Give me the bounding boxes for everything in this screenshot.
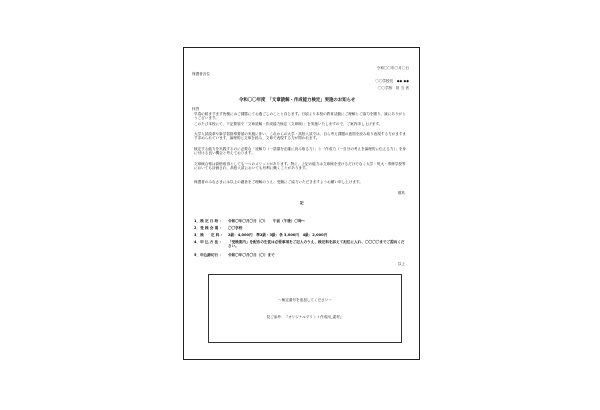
detail-value: 〇〇学校 — [228, 226, 243, 230]
recipient: 保護者各位 — [192, 72, 210, 76]
paragraph: 検定する能力を実践するのに必要な「読解力（一語彙を正確に読み取る力）」と「作成力（一自分の考えを論理的に伝える力）」を身に付ける良い機会と考えております。 — [194, 147, 407, 156]
detail-label: 4．申 込 方 法 ： — [194, 240, 224, 244]
paragraph: このたび本校にて、下記要領で「文章読解・作成能力検定（文章検）」を実施いたしますので、ご案内申し上げます。 — [194, 122, 383, 126]
detail-value: 「受検案内」を配布の生徒は必要事項をご記入のうえ、検定料を添えて担任に入れ、〇〇〇〇までご提出ください。 — [228, 240, 405, 249]
ki-heading: 記 — [300, 201, 304, 205]
tear-off-box — [208, 274, 402, 343]
end-mark: 以上 — [397, 262, 405, 266]
paragraph: 大学入試改革や新学習指導要領の実施に伴い、これからの大学・高校入試では、自ら考え課題の意図を読み取り表現する力がますます求められています。論理的に文章を読み、文章で表現する力が問われます。 — [194, 132, 407, 141]
sender-school: 〇〇学校長 ◆◆ ◆◆ — [375, 79, 409, 83]
detail-value: 2級：4,000円 準2級・3級：各 3,000円 4級：2,000円 — [228, 233, 328, 237]
closing: 敬具 — [397, 191, 405, 195]
box-line-2: 見ご参考：『オリジナルプリント作成用_素材』 — [266, 315, 344, 319]
detail-value: 令和〇年〇月〇日（〇） 午前（午後）〇時〜 — [228, 219, 306, 223]
document-page — [183, 47, 420, 360]
detail-label: 3．検 定 料 ： — [194, 233, 225, 237]
detail-value: 令和〇年〇月〇日（〇）まで — [228, 253, 275, 257]
document-date: 令和〇〇年〇月〇日 — [376, 66, 409, 70]
detail-label: 2．受 検 会 場 ： — [194, 226, 224, 230]
detail-label: 1．検 定 日 時 ： — [194, 219, 224, 223]
document-title: 令和〇〇年度 「文章読解・作成能力検定」実施のお知らせ — [239, 98, 356, 103]
detail-label: 5．申込締切日 ： — [194, 253, 223, 257]
box-line-1: 〜検定番号を追加してください〜 — [278, 298, 332, 302]
paragraph: 文章検合格は資格取得としても一つのメリットがあります。特に、上記の能力は文章検を受けるだけでなく大学・短大・専修学校等においても評価され、高校入試においても有利に働くことがあります。 — [194, 162, 406, 171]
sender-person: 〇〇学校 担 当 者 — [377, 86, 409, 90]
paragraph: 早春の候ますます皆様にはご健勝にてお過ごしのことと存じます。日頃より本校の教育活動にご理解とご協力を賜り、誠にありがとうございます。 — [194, 112, 406, 121]
opening: 拝啓 — [192, 107, 200, 111]
paragraph: 保護者のみなさまには以上の趣旨をご理解のうえ、受験にご協力いただきますようお願い申し上げます。 — [194, 180, 363, 184]
